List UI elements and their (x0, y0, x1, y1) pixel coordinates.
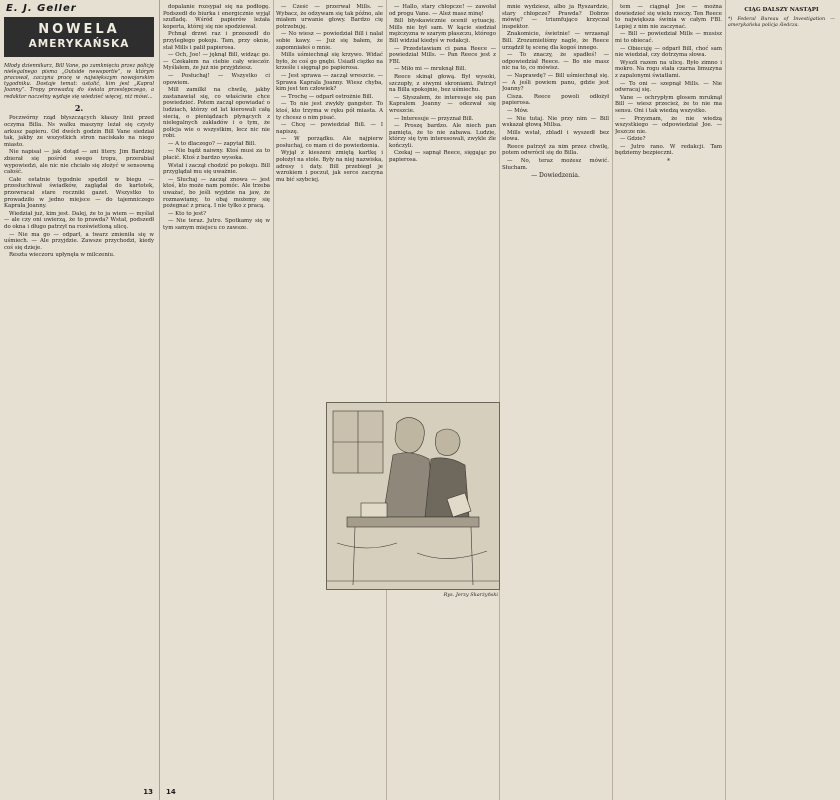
paragraph: Mill zamilkł na chwilę, jakby zastanawiał się, co właściwie chce powiedzieć. Potem zaczął opowiadać o ludziach, którzy od lat kierowali całą siecią, o pieniądzach płynących z nielegalnych zakładów i o tym, że policja wie o wszystkim, lecz nic nie robi. (163, 87, 270, 140)
paragraph: — Nie teraz. Jutro. Spotkamy się w tym samym miejscu co zawsze. (163, 218, 270, 231)
paragraph: — A to dlaczego? — zapytał Bill. (168, 140, 256, 147)
paragraph: Reece skinął głową. Był wysoki, szczupły, z siwymi skroniami. Patrzył na Billa spokojnie, bez uśmiechu. (389, 73, 496, 94)
column-rule (499, 0, 500, 800)
paragraph: Wyjął z kieszeni zmiętą kartkę i położył na stole. Były na niej nazwiska, adresy i daty. Bill przebiegł je wzrokiem i poczuł, jak serce zaczyna mu bić szybciej. (276, 150, 383, 183)
title-line-2: AMERYKAŃSKA (28, 37, 130, 50)
column-3 (276, 4, 383, 782)
paragraph: — Posłuchaj! — Wszystko ci opowiem. (163, 72, 270, 86)
paragraph: — Nie tutaj. Nie przy nim — Bill wskazał głową Millsa. (502, 115, 609, 129)
page-number-left: 13 (143, 788, 153, 796)
paragraph: Vane — ochrypłym głosem mruknął Bill — wiesz przecież, że to nie ma sensu. Oni i tak wiedzą wszystko. (615, 94, 722, 114)
paragraph: — Słyszałem, że interesuje się pan Kapralem Joanny — odezwał się wreszcie. (389, 94, 496, 114)
paragraph: — Och, Joe! — jęknął Bill, widząc go. — Czekałem na ciebie cały wieczór. Myślałem, że już nie przyjdziesz. (163, 52, 270, 72)
paragraph: Wiedział już, kim jest. Dalej, że to ja wiem — myślał — ale czy oni uwierzą, że to prawda? Wstał, podszedł do okna i długo patrzył na rozświetloną ulicę. (4, 210, 154, 230)
left-column (4, 4, 154, 782)
chapter-number: 2. (74, 102, 84, 113)
story-lead: Młody dziennikarz, Bill Vane, po zamknięciu przez policję nielegalnego pisma „Outside newsportie”, w którym pracował, zaczyna pracę w największym nowojorskim tygodniku. Dostaje temat: ustalić, kim jest „Kapral Joanny”. Tropy prowadzą do świata przestępczego, a redaktor naczelny wydaje się wiedzieć więcej, niż mówi... (4, 62, 154, 100)
illustration (326, 402, 500, 590)
column-6 (615, 4, 722, 782)
paragraph: Reszta wieczoru upłynęła w milczeniu. (9, 252, 115, 259)
section-break-2: * (667, 158, 670, 166)
paragraph: Reece patrzył za nim przez chwilę, potem odwrócił się do Billa. (502, 143, 609, 157)
paragraph: — W porządku. Ale najpierw posłuchaj, co mam ci do powiedzenia. (276, 136, 383, 149)
paragraph: — Kto to jest? (168, 210, 207, 217)
footnote: *) Federal Bureau of Investigation — amerykańska policja śledcza. (728, 16, 835, 29)
paragraph: Mills wstał, zbladł i wyszedł bez słowa. (502, 129, 609, 143)
paragraph: — Nie ma go — odparł, a twarz zmieniła się w uśmiech. — Ale przyjdzie. Zawsze przychodzi, kiedy coś się dzieje. (4, 231, 154, 251)
title-line-1: NOWELA (38, 21, 120, 37)
page-number-right: 14 (166, 788, 176, 796)
column-2-text (163, 4, 270, 232)
column-3-text (276, 4, 383, 183)
column-2 (163, 4, 270, 782)
paragraph: — Naprawdę? — Bill uśmiechnął się. — A jeśli powiem panu, gdzie jest Joanny? (502, 72, 609, 93)
paragraph: — To nie jest zwykły gangster. To ktoś, kto trzyma w ręku pół miasta. A ty chcesz o nim pisać. (276, 101, 383, 121)
paragraph: Znakomicie, świetnie! — wrzasnął Bill. Zrozumieliśmy nagle, że Reece urządził tę scenę dla kogoś innego. (502, 31, 609, 51)
paragraph: — To oni — szepnął Mills. — Nie odwracaj się. (615, 80, 722, 94)
left-column-text (4, 115, 154, 258)
paragraph: — Trochę — odparł ostrożnie Bill. (281, 93, 374, 100)
paragraph: — Mów. (507, 107, 529, 114)
left-page (0, 0, 160, 800)
paragraph: Poczwórny rząd błyszczących kłaszy linii przed oczyma Billa. Ns walku maszyny leżał się czysty arkusz papieru. Od dwóch godzin Bill Vane siedział tak, jakby ze wszystkich stron naciskało na niego miasto. (4, 115, 154, 148)
paragraph: Mills uśmiechnął się krzywo. Widać było, że coś go gnębi. Usiadł ciężko na krześle i sięgnął po papierosa. (276, 52, 383, 72)
illustration-caption: Rys. Jerzy Skarżyński (443, 592, 498, 598)
paragraph: Czekaj — sapnął Reece, sięgając po papierosa. (389, 150, 496, 164)
to-be-continued: CIĄG DALSZY NASTĄPI (744, 7, 819, 13)
column-rule (273, 0, 274, 800)
column-6-text (615, 4, 722, 157)
column-5 (502, 4, 609, 582)
paragraph: mnie wydziesz, albo ja Ryszardzie, stary chłopcze? Prawda? Dobrze mówię? — triumfująco krzyczał inspektor. (502, 4, 609, 30)
paragraph: Wstał i zaczął chodzić po pokoju. Bill przyglądał mu się uważnie. (163, 162, 270, 176)
paragraph: — Obiecuję — odparł Bill, choć sam nie wiedział, czy dotrzyma słowa. (615, 45, 722, 59)
paragraph: — Proszę bardzo. Ale niech pan pamięta, że to nie zabawa. Ludzie, którzy się tym interesowali, zwykle źle kończyli. (389, 123, 496, 149)
paragraph: — Nie bądź naiwny. Ktoś musi za to płacić. Ktoś z bardzo wysoka. (163, 148, 270, 162)
paragraph: Bill błyskawicznie ocenił sytuację. Mills nie był sam. W kącie siedział mężczyzna w szarym płaszczu, którego Bill widział kiedyś w redakcji. (389, 18, 496, 44)
paragraph: — Hallo, stary chłopcze! — zawołał od progu Vane. — Ależ masz minę! (389, 4, 496, 17)
column-4-text (389, 4, 496, 164)
paragraph: — Cześć — przerwał Mills. — Wybacz, że odzywam się tak późno, ale miałem urwanie głowy. Bardzo cię potrzebuję. (276, 4, 383, 30)
column-rule (386, 0, 387, 800)
paragraph: — No wiesz — powiedział Bill i nalał sobie kawy. — Już się bałem, że zapomniałeś o mnie. (276, 31, 383, 51)
paragraph: tem — ciągnął Joe — można dowiedzieć się wielu rzeczy. Ten Reece to największa świnia w całym FBI. Lepiej z nim nie zaczynać. (615, 4, 722, 30)
paragraph: — Miło mi — mruknął Bill. (394, 66, 467, 73)
right-page (160, 0, 840, 800)
office-scene-drawing (327, 403, 499, 589)
column-rule (725, 0, 726, 800)
paragraph: — No, teraz możesz mówić. Słucham. (502, 158, 609, 171)
paragraph: — Przedstawiam ci pana Reece — powiedział Mills. — Pan Reece jest z FBI. (389, 45, 496, 65)
story-title (4, 17, 154, 57)
paragraph: — Interesuje — przyznał Bill. (394, 115, 474, 122)
paragraph: — Bill — powiedział Mills — musisz mi to obiecać. (615, 31, 722, 44)
column-4 (389, 4, 496, 782)
paragraph: Pchnął drzwi raz i przeszedł do przyległego pokoju. Tam, przy oknie, stał Mills i palił papierosa. (163, 31, 270, 51)
column-rule (612, 0, 613, 800)
paragraph: Nie napisał — jak dotąd — ani litery. Jim Bardziej zbierał się pośród swego tropu, przerabiał wypowiedzi, ale nic nie chciało się złożyć w sensowną całość. (4, 149, 154, 176)
section-break-1: — Dowiedzenia. (531, 172, 580, 180)
column-5-text (502, 4, 609, 171)
column-7 (728, 4, 835, 782)
paragraph: dopalanie rozsypał się na podłogę. Podszedł do biurka i energicznie wyjął szufladę. Wśród papierów leżała koperta, której się nie spodziewał. (163, 4, 270, 30)
paragraph: — Przyznam, że nie wiedzą wszystkiego — odpowiedział Joe. — Jeszcze nie. (615, 115, 722, 135)
paragraph: — Jest sprawa — zaczął wreszcie. — Sprawa Kaprala Joanny. Wiesz chyba, kim jest ten człowiek? (276, 72, 383, 93)
paragraph: — Słuchaj — zaczął znowu — jest ktoś, kto może nam pomóc. Ale trzeba uważać, bo jeśli wyjdzie na jaw, że rozmawiamy, to obaj możemy się pożegnać z pracą. I nie tylko z pracą. (163, 176, 270, 210)
paragraph: Cisza. Reece powoli odłożył papierosa. (502, 93, 609, 107)
paragraph: — To znaczy, że spadłeś! — odpowiedział Reece. — Bo nie masz nic na to, co mówisz. (502, 52, 609, 72)
paragraph: — Gdzie? (620, 136, 646, 143)
paragraph: — Chcę — powiedział Bill. — I napiszę. (276, 122, 383, 135)
author-name: E. J. Geller (6, 4, 77, 14)
paragraph: — Jutro rano. W redakcji. Tam będziemy bezpieczni. (615, 143, 722, 157)
paragraph: Wyszli razem na ulicę. Było zimno i mokro. Na rogu stała czarna limuzyna z zapalonymi światłami. (615, 59, 722, 79)
paragraph: Całe ostatnie tygodnie spędził w biegu — przesłuchiwał świadków, zaglądał do kartotek, przewracał stare roczniki gazet. Wszystko to prowadziło w jedno miejsce — do tajemniczego Kaprala Joanny. (4, 176, 154, 210)
